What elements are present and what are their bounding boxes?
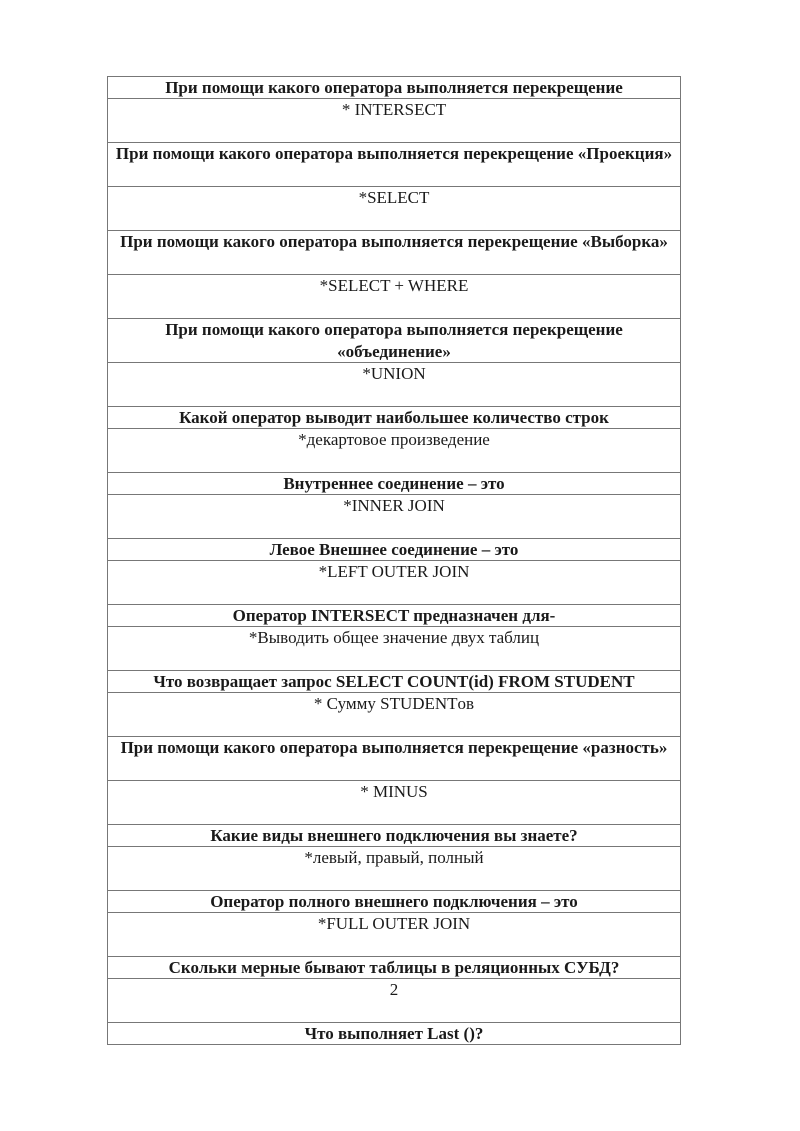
question-table [107, 76, 681, 1045]
question-cell: Оператор полного внешнего подключения – это [108, 891, 680, 913]
question-cell: Какой оператор выводит наибольшее количество строк [108, 407, 680, 429]
answer-cell: *SELECT [108, 187, 680, 231]
answer-cell: *UNION [108, 363, 680, 407]
answer-cell: *INNER JOIN [108, 495, 680, 539]
question-cell: Какие виды внешнего подключения вы знаете? [108, 825, 680, 847]
question-cell: При помощи какого оператора выполняется перекрещение «Выборка» [108, 231, 680, 275]
answer-cell: *Выводить общее значение двух таблиц [108, 627, 680, 671]
answer-cell: 2 [108, 979, 680, 1023]
answer-cell: *декартовое произведение [108, 429, 680, 473]
answer-cell: *SELECT + WHERE [108, 275, 680, 319]
question-cell: При помощи какого оператора выполняется перекрещение «Проекция» [108, 143, 680, 187]
answer-cell: *FULL OUTER JOIN [108, 913, 680, 957]
question-cell: Скольки мерные бывают таблицы в реляционных СУБД? [108, 957, 680, 979]
answer-cell: *левый, правый, полный [108, 847, 680, 891]
question-cell: Оператор INTERSECT предназначен для- [108, 605, 680, 627]
answer-cell: *LEFT OUTER JOIN [108, 561, 680, 605]
question-cell: Внутреннее соединение – это [108, 473, 680, 495]
answer-cell: * MINUS [108, 781, 680, 825]
question-cell: Что выполняет Last ()? [108, 1023, 680, 1045]
question-cell: При помощи какого оператора выполняется перекрещение «объединение» [108, 319, 680, 363]
answer-cell: * Сумму STUDENTов [108, 693, 680, 737]
question-cell: Что возвращает запрос SELECT COUNT(id) FROM STUDENT [108, 671, 680, 693]
question-cell: При помощи какого оператора выполняется перекрещение «разность» [108, 737, 680, 781]
answer-cell: * INTERSECT [108, 99, 680, 143]
question-cell: При помощи какого оператора выполняется перекрещение [108, 77, 680, 99]
question-cell: Левое Внешнее соединение – это [108, 539, 680, 561]
